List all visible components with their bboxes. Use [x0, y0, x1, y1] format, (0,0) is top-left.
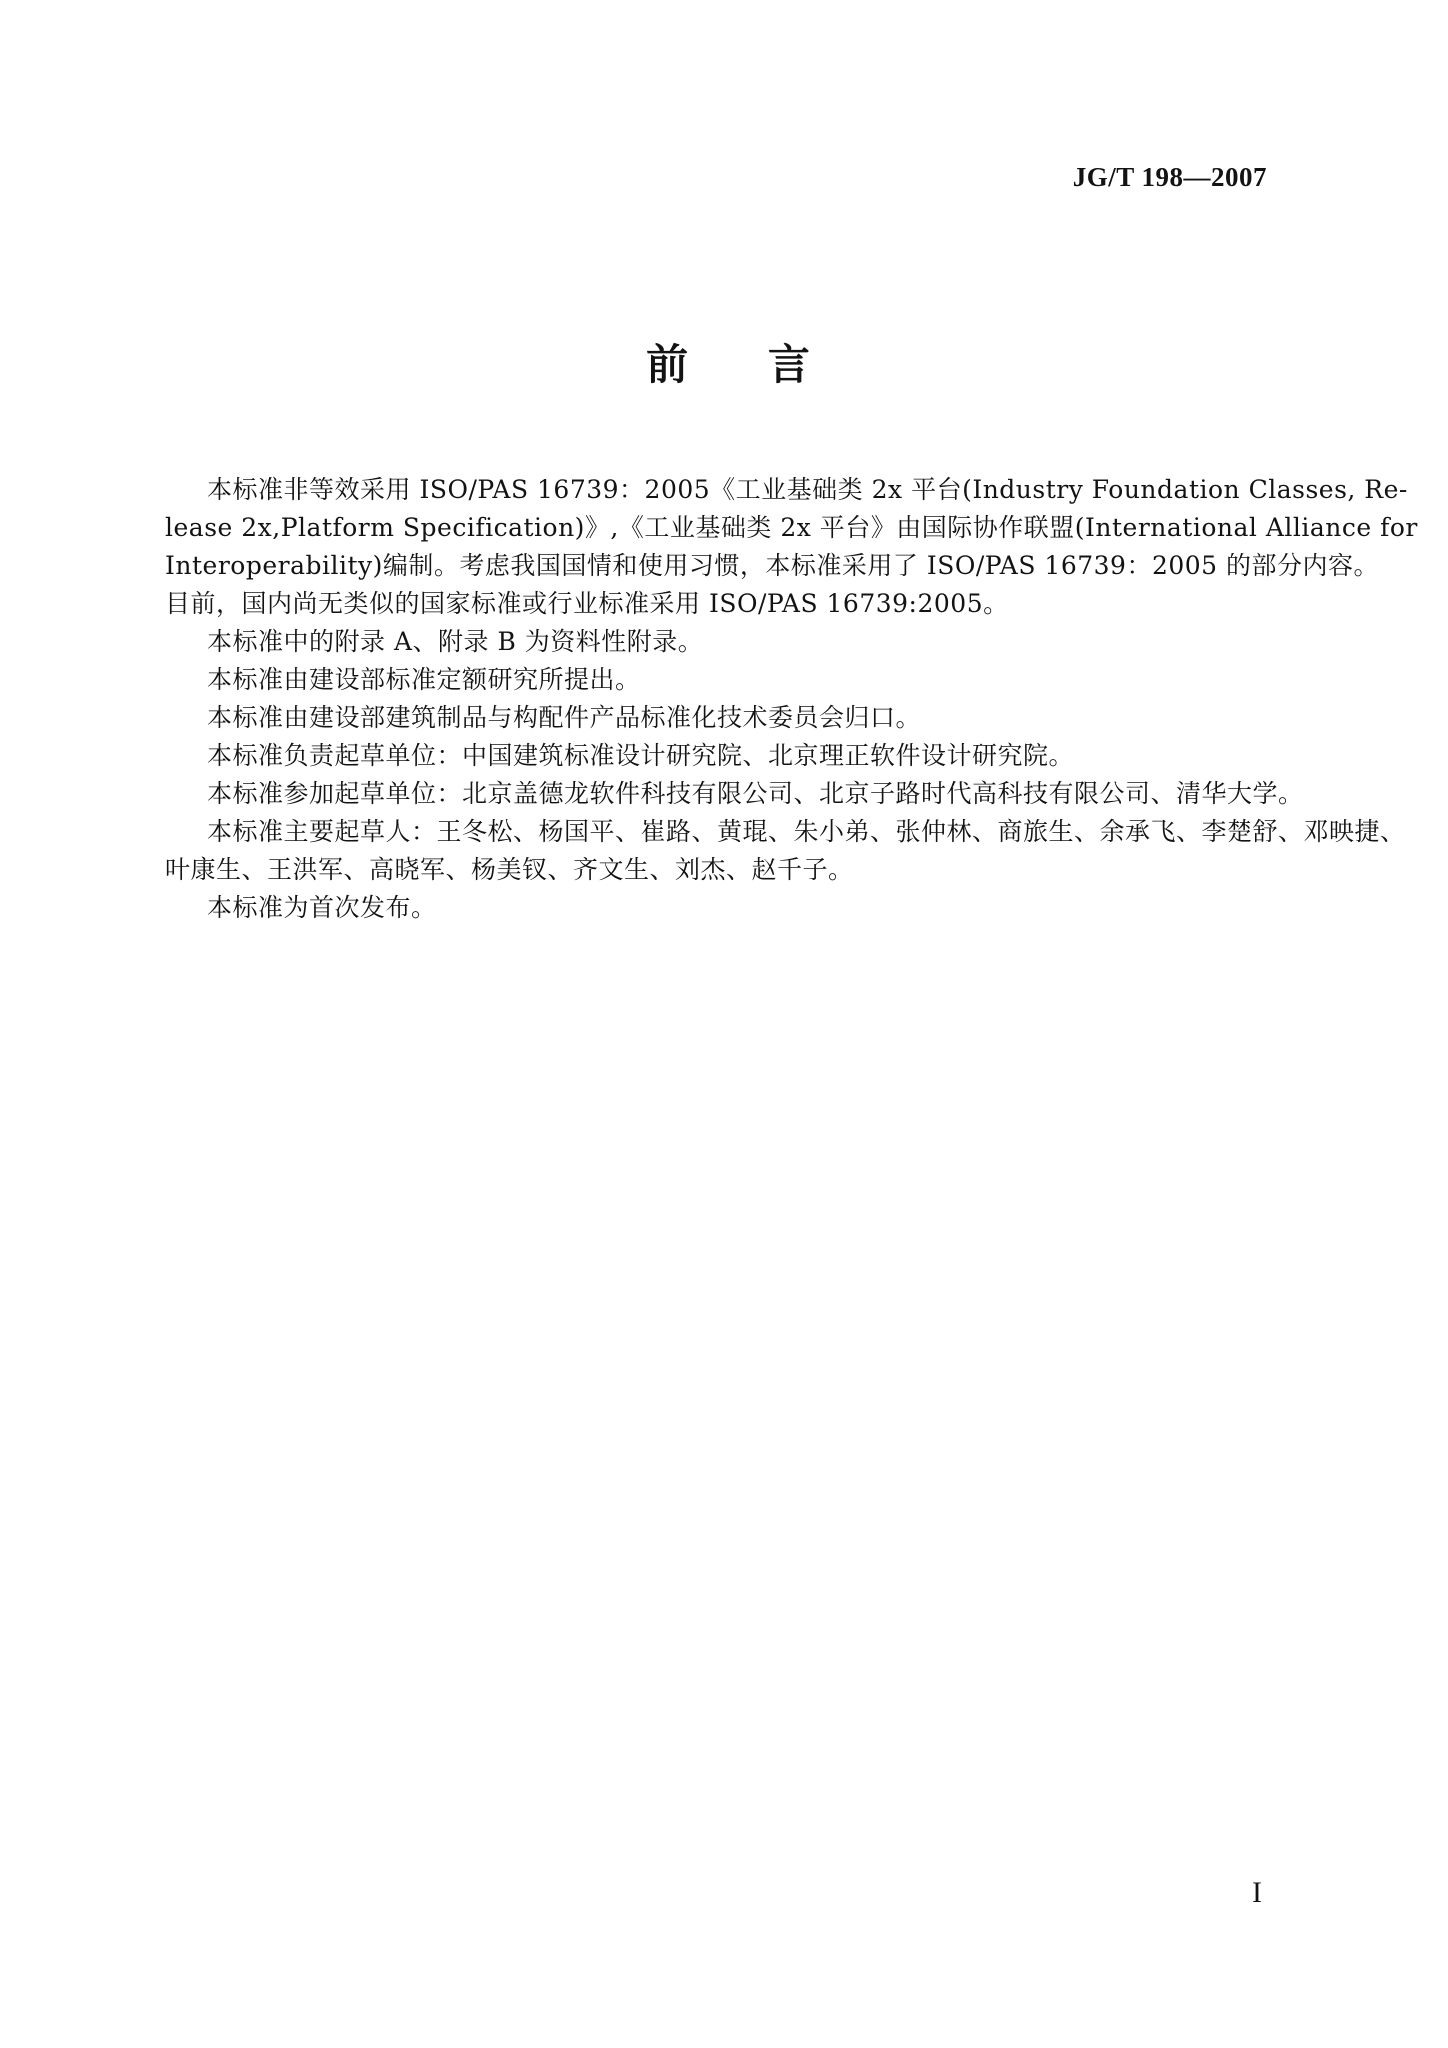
foreword-body — [165, 471, 1418, 927]
text-line: 本标准中的附录 A、附录 B 为资料性附录。 — [207, 627, 704, 656]
text-line: 本标准参加起草单位：北京盖德龙软件科技有限公司、北京子路时代高科技有限公司、清华大学。 — [207, 779, 1304, 808]
page-number: I — [1252, 1876, 1262, 1909]
text-line: 本标准负责起草单位：中国建筑标准设计研究院、北京理正软件设计研究院。 — [207, 741, 1075, 770]
text-line: 本标准为首次发布。 — [207, 893, 437, 922]
text-line: lease 2x,Platform Specification)》,《工业基础类 2x 平台》由国际协作联盟(International Alliance for — [165, 513, 1418, 542]
page-title: 前言 — [646, 340, 890, 389]
text-line: 目前，国内尚无类似的国家标准或行业标准采用 ISO/PAS 16739:2005。 — [165, 589, 1009, 618]
text-line: 本标准主要起草人：王冬松、杨国平、崔路、黄琨、朱小弟、张仲林、商旅生、余承飞、李楚舒、邓映捷、 — [207, 817, 1406, 846]
text-line: 本标准由建设部标准定额研究所提出。 — [207, 665, 641, 694]
standard-code-header: JG/T 198—2007 — [1072, 162, 1267, 192]
text-line: Interoperability)编制。考虑我国国情和使用习惯，本标准采用了 ISO/PAS 16739：2005 的部分内容。 — [165, 551, 1380, 580]
text-line: 本标准非等效采用 ISO/PAS 16739：2005《工业基础类 2x 平台(Industry Foundation Classes, Re- — [207, 475, 1408, 504]
text-line: 本标准由建设部建筑制品与构配件产品标准化技术委员会归口。 — [207, 703, 922, 732]
text-line: 叶康生、王洪军、高晓军、杨美钗、齐文生、刘杰、赵千子。 — [165, 855, 854, 884]
